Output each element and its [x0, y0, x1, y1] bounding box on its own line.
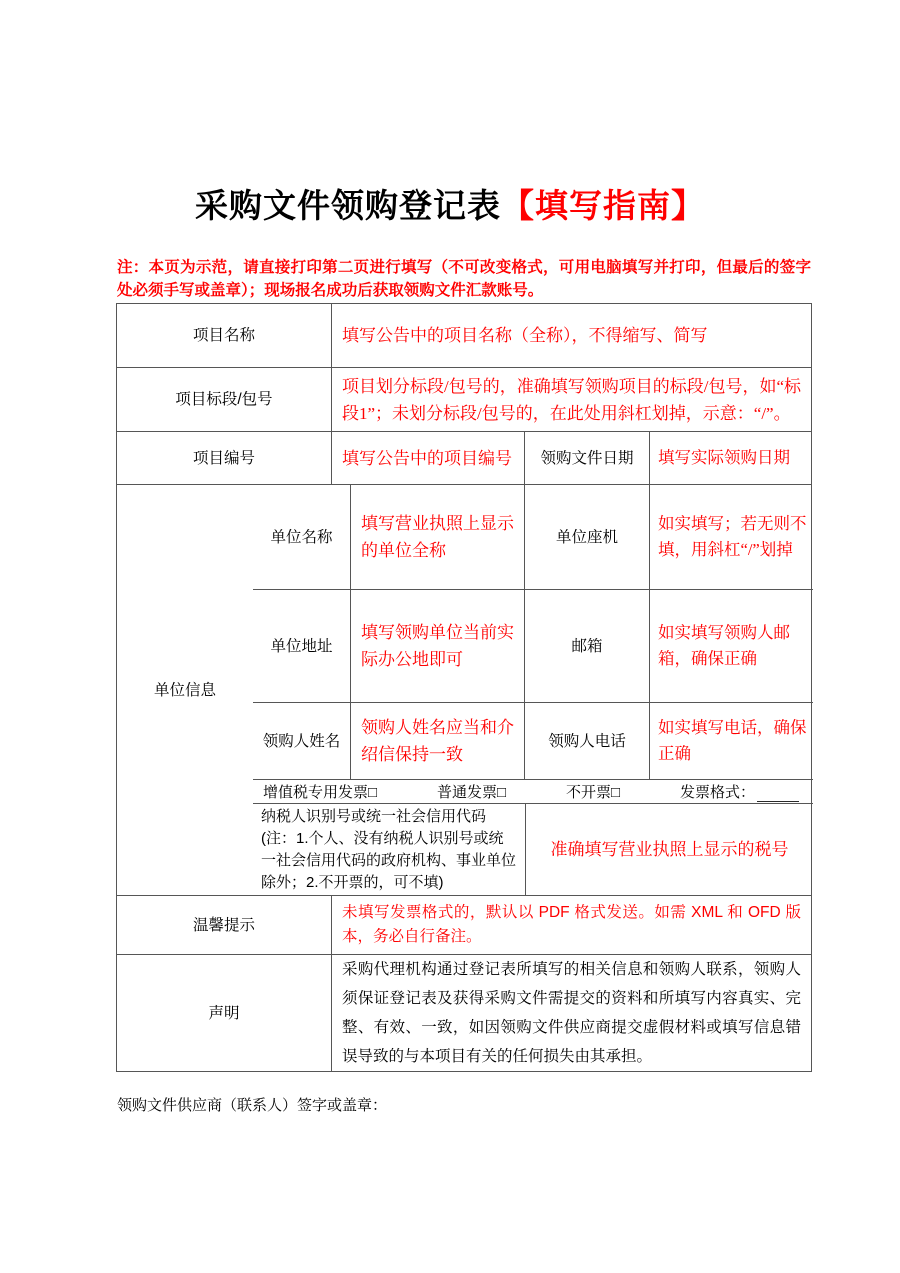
invoice-format-label: 发票格式： — [679, 784, 755, 801]
page-title-highlight: 【填写指南】 — [501, 189, 705, 225]
page-title — [0, 180, 900, 227]
unit-address-row — [253, 589, 813, 702]
buyer-name-label: 领购人姓名 — [262, 732, 341, 750]
buyer-name-guide: 领购人姓名应当和介绍信保持一致 — [350, 703, 524, 779]
invoice-format — [680, 781, 799, 802]
unit-name-label: 单位名称 — [270, 528, 333, 546]
signature-line-label: 领购文件供应商（联系人）签字或盖章： — [117, 1097, 388, 1114]
buyer-phone-label: 领购人电话 — [524, 703, 649, 779]
unit-phone-label: 单位座机 — [524, 485, 649, 589]
statement-label: 声明 — [208, 1004, 240, 1022]
page-title-main: 采购文件领购登记表 — [195, 189, 501, 225]
project-section-guide: 项目划分标段/包号的，准确填写领购项目的标段/包号，如“标段1”；未划分标段/包号的，在此处用斜杠划掉，示意：“/”。 — [331, 368, 811, 431]
invoice-format-blank-line — [757, 787, 799, 802]
tips-guide: 未填写发票格式的，默认以 PDF 格式发送。如需 XML 和 OFD 版本，务必自行备注。 — [331, 896, 811, 954]
project-number-guide: 填写公告中的项目编号 — [331, 432, 524, 484]
unit-info-label: 单位信息 — [153, 681, 216, 699]
purchase-date-guide: 填写实际领购日期 — [649, 432, 811, 484]
invoice-option-vat: 增值税专用发票□ — [263, 784, 378, 801]
table-row-statement — [117, 954, 811, 1071]
project-name-guide: 填写公告中的项目名称（全称），不得缩写、简写 — [331, 304, 811, 367]
table-row-project-section — [117, 367, 811, 431]
purchase-date-label: 领购文件日期 — [524, 432, 649, 484]
project-section-label: 项目标段/包号 — [175, 391, 273, 408]
tips-label: 温馨提示 — [192, 916, 255, 934]
tax-id-label-cell — [253, 804, 525, 895]
invoice-option-normal: 普通发票□ — [436, 784, 507, 801]
project-number-label: 项目编号 — [192, 449, 255, 467]
unit-address-guide: 填写领购单位当前实际办公地即可 — [350, 590, 524, 702]
tax-id-label-note: (注：1.个人、没有纳税人识别号或统一社会信用代码的政府机构、事业单位除外；2.不开票的，可不填) — [261, 829, 517, 891]
invoice-type-row — [253, 779, 813, 803]
table-row-unit-info — [117, 484, 811, 895]
unit-name-guide: 填写营业执照上显示的单位全称 — [350, 485, 524, 589]
instruction-note: 注：本页为示范，请直接打印第二页进行填写（不可改变格式，可用电脑填写并打印，但最后的签字处必须手写或盖章）；现场报名成功后获取领购文件汇款账号。 — [117, 259, 811, 299]
invoice-options — [253, 780, 813, 803]
invoice-option-none: 不开票□ — [565, 784, 621, 801]
buyer-phone-guide: 如实填写电话，确保正确 — [649, 703, 813, 779]
tax-id-row — [253, 803, 813, 895]
buyer-name-row — [253, 702, 813, 779]
table-row-project-name — [117, 304, 811, 367]
unit-info-subtable — [253, 485, 813, 895]
tax-id-guide: 准确填写营业执照上显示的税号 — [525, 804, 813, 895]
unit-phone-guide: 如实填写；若无则不填，用斜杠“/”划掉 — [649, 485, 813, 589]
unit-address-label: 单位地址 — [270, 637, 333, 655]
statement-text: 采购代理机构通过登记表所填写的相关信息和领购人联系，领购人须保证登记表及获得采购文件需提交的资料和所填写内容真实、完整、有效、一致，如因领购文件供应商提交虚假材料或填写信息错误导致的与本项目有关的任何损失由其承担。 — [331, 955, 811, 1071]
tax-id-label-title: 纳税人识别号或统一社会信用代码 — [261, 807, 487, 825]
project-name-label: 项目名称 — [192, 327, 255, 344]
email-label: 邮箱 — [524, 590, 649, 702]
email-guide: 如实填写领购人邮箱，确保正确 — [649, 590, 813, 702]
tax-id-label — [253, 804, 525, 895]
table-row-project-number — [117, 431, 811, 484]
registration-table — [116, 303, 812, 1072]
unit-name-row — [253, 485, 813, 589]
table-row-tips — [117, 895, 811, 954]
